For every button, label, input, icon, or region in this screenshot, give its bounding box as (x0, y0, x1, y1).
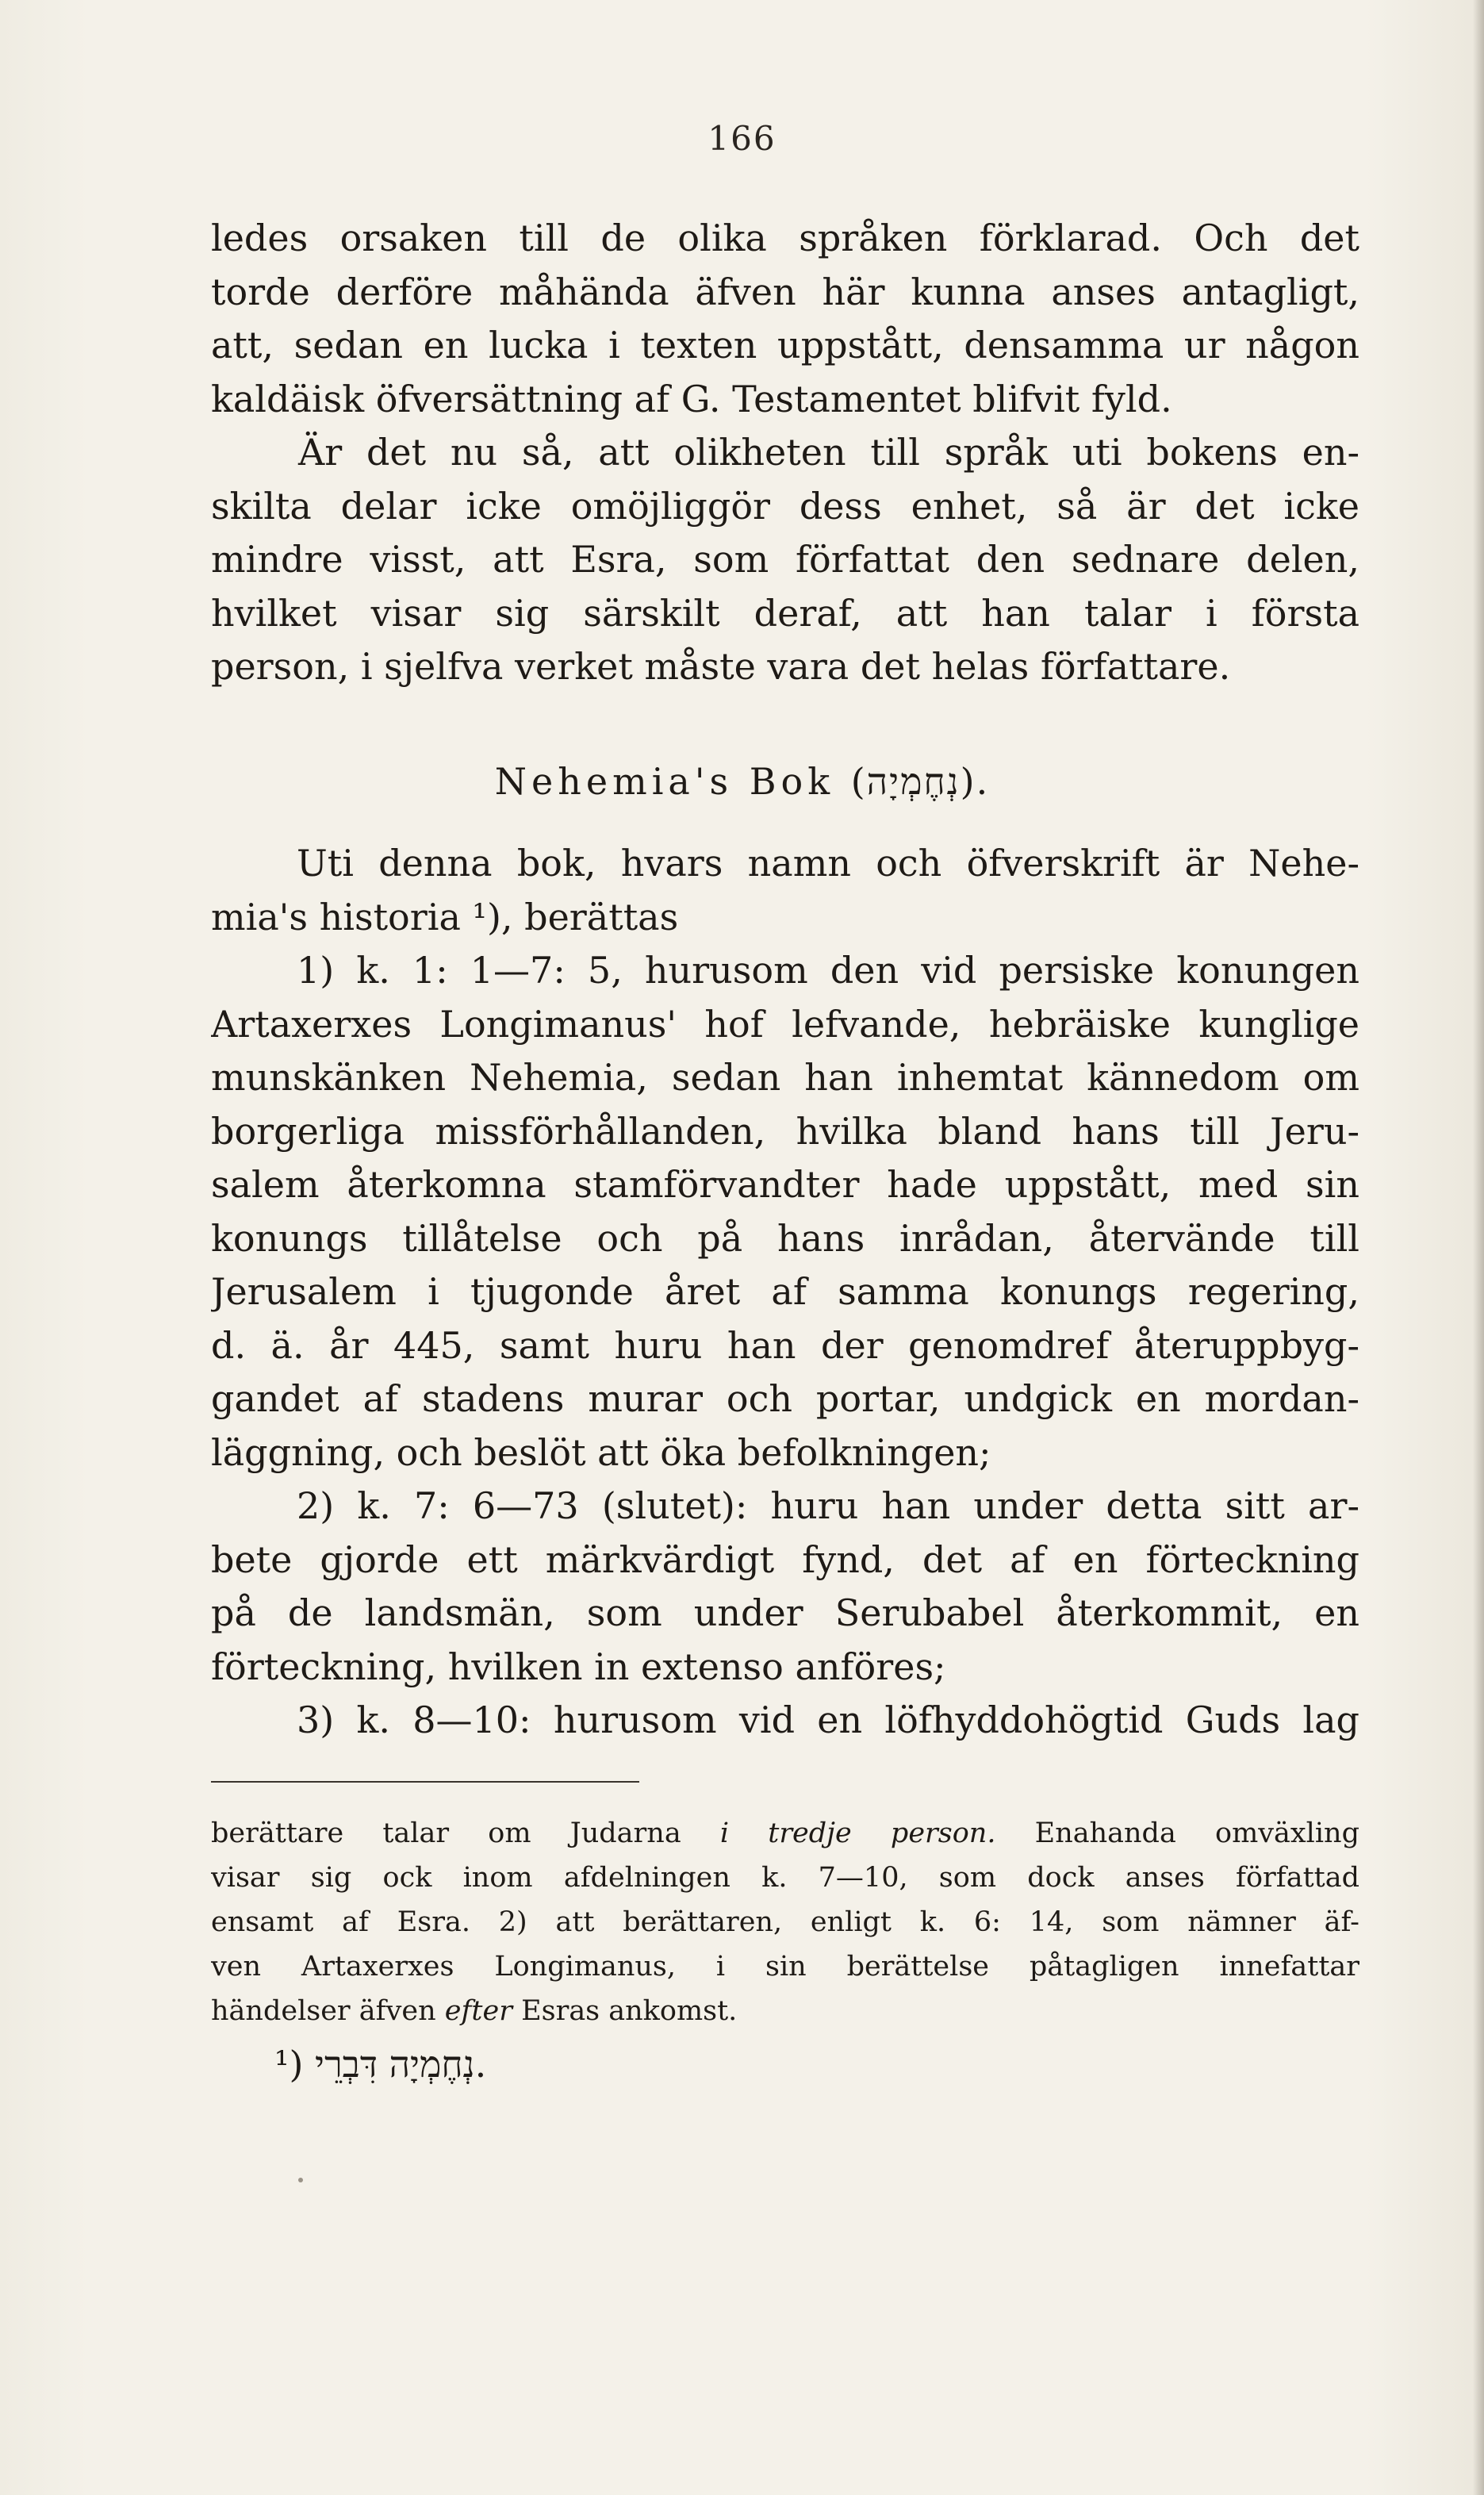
heading-hebrew: (נְחֶמְיָה). (850, 760, 990, 803)
footnote-italic: efter (444, 1995, 512, 2027)
heading-title: Nehemia's Bok (494, 760, 835, 803)
main-text-bottom (211, 837, 1359, 1748)
list-item-line: Jerusalem i tjugonde året af samma konungs regering, (211, 1270, 1359, 1313)
footnote-line: ven Artaxerxes Longimanus, i sin berättelse påtagligen innefattar (211, 1951, 1359, 1983)
footnote-text: Esras ankomst. (512, 1995, 738, 2027)
list-item-line: gandet af stadens murar och portar, undgick en mordan- (211, 1377, 1359, 1420)
list-item-line: läggning, och beslöt att öka befolkningen; (211, 1430, 991, 1474)
text-line: kaldäisk öfversättning af G. Testamentet blifvit fyld. (211, 377, 1172, 420)
footnote-line: ensamt af Esra. 2) att berättaren, enligt k. 6: 14, som nämner äf- (211, 1906, 1359, 1938)
footnote-text: berättare talar om Judarna (211, 1818, 720, 1849)
footnotes (211, 1811, 1359, 2092)
footnote-text: Enahanda omväxling (995, 1818, 1359, 1849)
footnote-italic: i tredje person. (719, 1818, 996, 1849)
text-line: Är det nu så, att olikheten till språk uti bokens en- (298, 431, 1359, 474)
list-item-line: bete gjorde ett märkvärdigt fynd, det af en förteckning (211, 1537, 1359, 1581)
list-item-line: 1) k. 1: 1—7: 5, hurusom den vid persiske konungen (297, 949, 1359, 992)
list-item-line: borgerliga missförhållanden, hvilka bland hans till Jeru- (211, 1109, 1359, 1153)
text-line: mindre visst, att Esra, som författat den sednare delen, (211, 538, 1359, 581)
list-item-line: förteckning, hvilken in extenso anföres; (211, 1645, 946, 1688)
footnote-text: händelser äfven (211, 1995, 445, 2027)
section-heading (0, 760, 1484, 803)
text-line: ledes orsaken till de olika språken förklarad. Och det (211, 217, 1359, 259)
page-edge-shadow (1473, 0, 1484, 2495)
footnote-divider (211, 1781, 639, 1783)
text-line: hvilket visar sig särskilt deraf, att han talar i första (211, 591, 1359, 635)
list-item-line: Artaxerxes Longimanus' hof lefvande, hebräiske kunglige (211, 1002, 1359, 1046)
main-text-top (211, 212, 1359, 694)
text-line: Uti denna bok, hvars namn och öfverskrift är Nehe- (297, 842, 1359, 885)
footnote-line: visar sig ock inom afdelningen k. 7—10, som dock anses författad (211, 1862, 1359, 1894)
text-line: person, i sjelfva verket måste vara det helas författare. (211, 645, 1231, 688)
text-line: mia's historia ¹), berättas (211, 895, 679, 939)
list-item-line: konungs tillåtelse och på hans inrådan, återvände till (211, 1216, 1359, 1260)
text-line: skilta delar icke omöjliggör dess enhet, så är det icke (211, 484, 1359, 528)
list-item-line: 3) k. 8—10: hurusom vid en löfhyddohögtid Guds lag (297, 1699, 1359, 1741)
list-item-line: d. ä. år 445, samt huru han der genomdref återuppbyg- (211, 1323, 1359, 1367)
footnote-line (211, 1989, 1359, 2033)
list-item-line: på de landsmän, som under Serubabel återkommit, en (211, 1591, 1359, 1634)
list-item-line: salem återkomna stamförvandter hade uppstått, med sin (211, 1163, 1359, 1206)
text-line: torde derföre måhända äfven här kunna anses antagligt, (211, 270, 1359, 313)
footnote-line (211, 1811, 1359, 1856)
list-item-line: 2) k. 7: 6—73 (slutet): huru han under detta sitt ar- (297, 1484, 1359, 1527)
footnote-hebrew: ¹) נְחֶמְיָה דִּבְרֵי. (274, 2043, 487, 2086)
paper-speck (298, 2178, 303, 2182)
list-item-line: munskänken Nehemia, sedan han inhemtat kännedom om (211, 1056, 1359, 1099)
page-number: 166 (707, 119, 777, 158)
text-line: att, sedan en lucka i texten uppstått, densamma ur någon (211, 324, 1359, 367)
